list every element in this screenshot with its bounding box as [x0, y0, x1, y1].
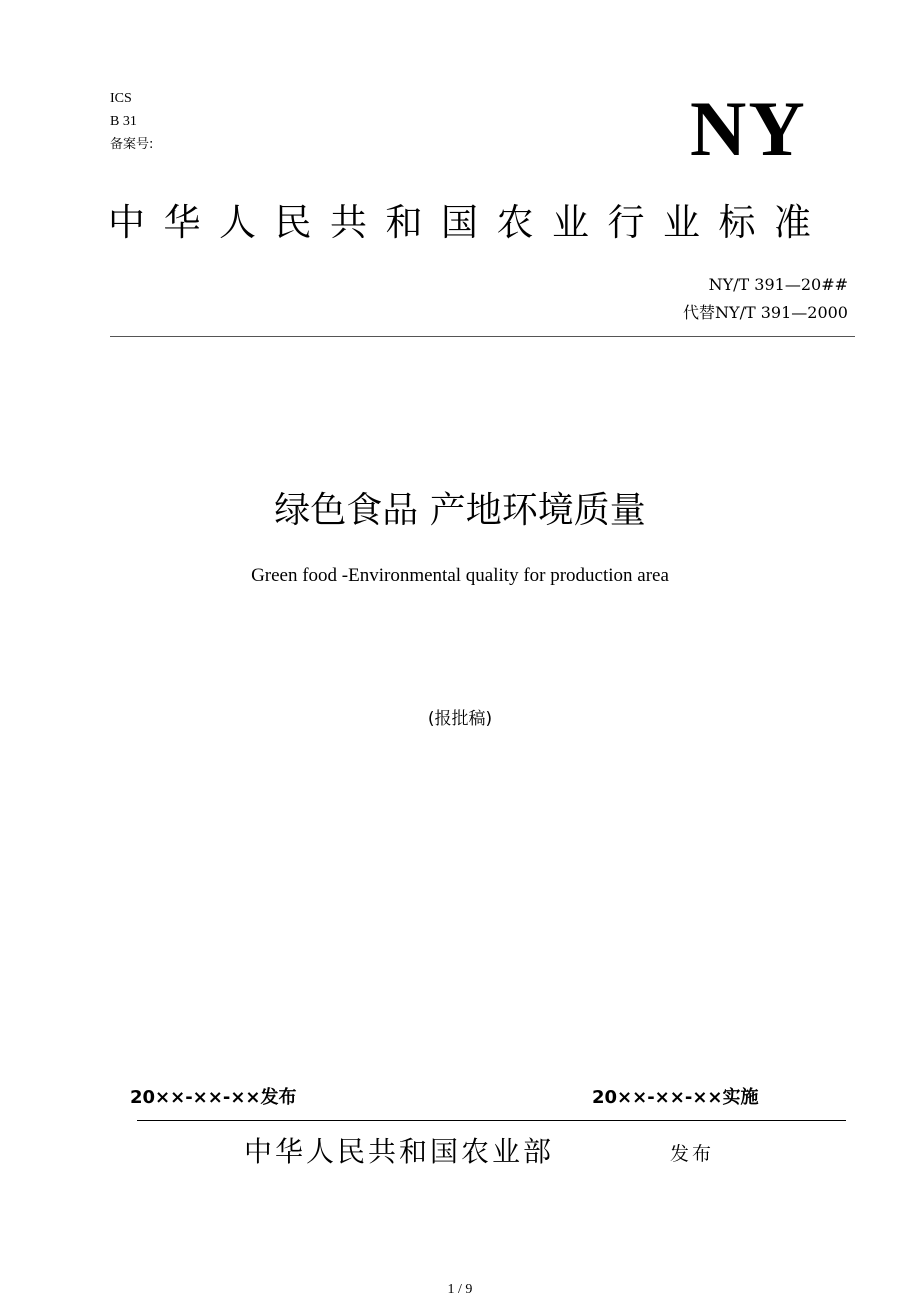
issuing-authority: 中华人民共和国农业部 — [244, 1135, 555, 1168]
page-number: 1 / 9 — [447, 1282, 473, 1297]
issue-word: 发布 — [670, 1143, 715, 1165]
implementation-date: 20××-××-××实施 — [592, 1087, 759, 1108]
replaces-standard: 代替NY/T 391—2000 — [683, 303, 848, 322]
standard-category-title: 中华人民共和国农业行业标准 — [108, 201, 830, 244]
record-number-label: 备案号: — [110, 137, 154, 152]
header-divider — [110, 336, 855, 337]
standard-number-block — [683, 271, 848, 327]
ccs-code: B 31 — [110, 114, 137, 129]
standard-number: NY/T 391—20## — [708, 275, 848, 294]
document-title-en: Green food -Environmental quality for production area — [251, 565, 669, 586]
document-title-cn: 绿色食品 产地环境质量 — [274, 490, 646, 531]
ny-standard-logo: NY — [690, 85, 807, 172]
draft-status: (报批稿) — [427, 709, 493, 729]
classification-codes — [110, 87, 153, 156]
issue-date: 20××-××-××发布 — [130, 1087, 297, 1108]
ics-code: ICS — [110, 91, 132, 106]
footer-divider — [137, 1120, 846, 1121]
